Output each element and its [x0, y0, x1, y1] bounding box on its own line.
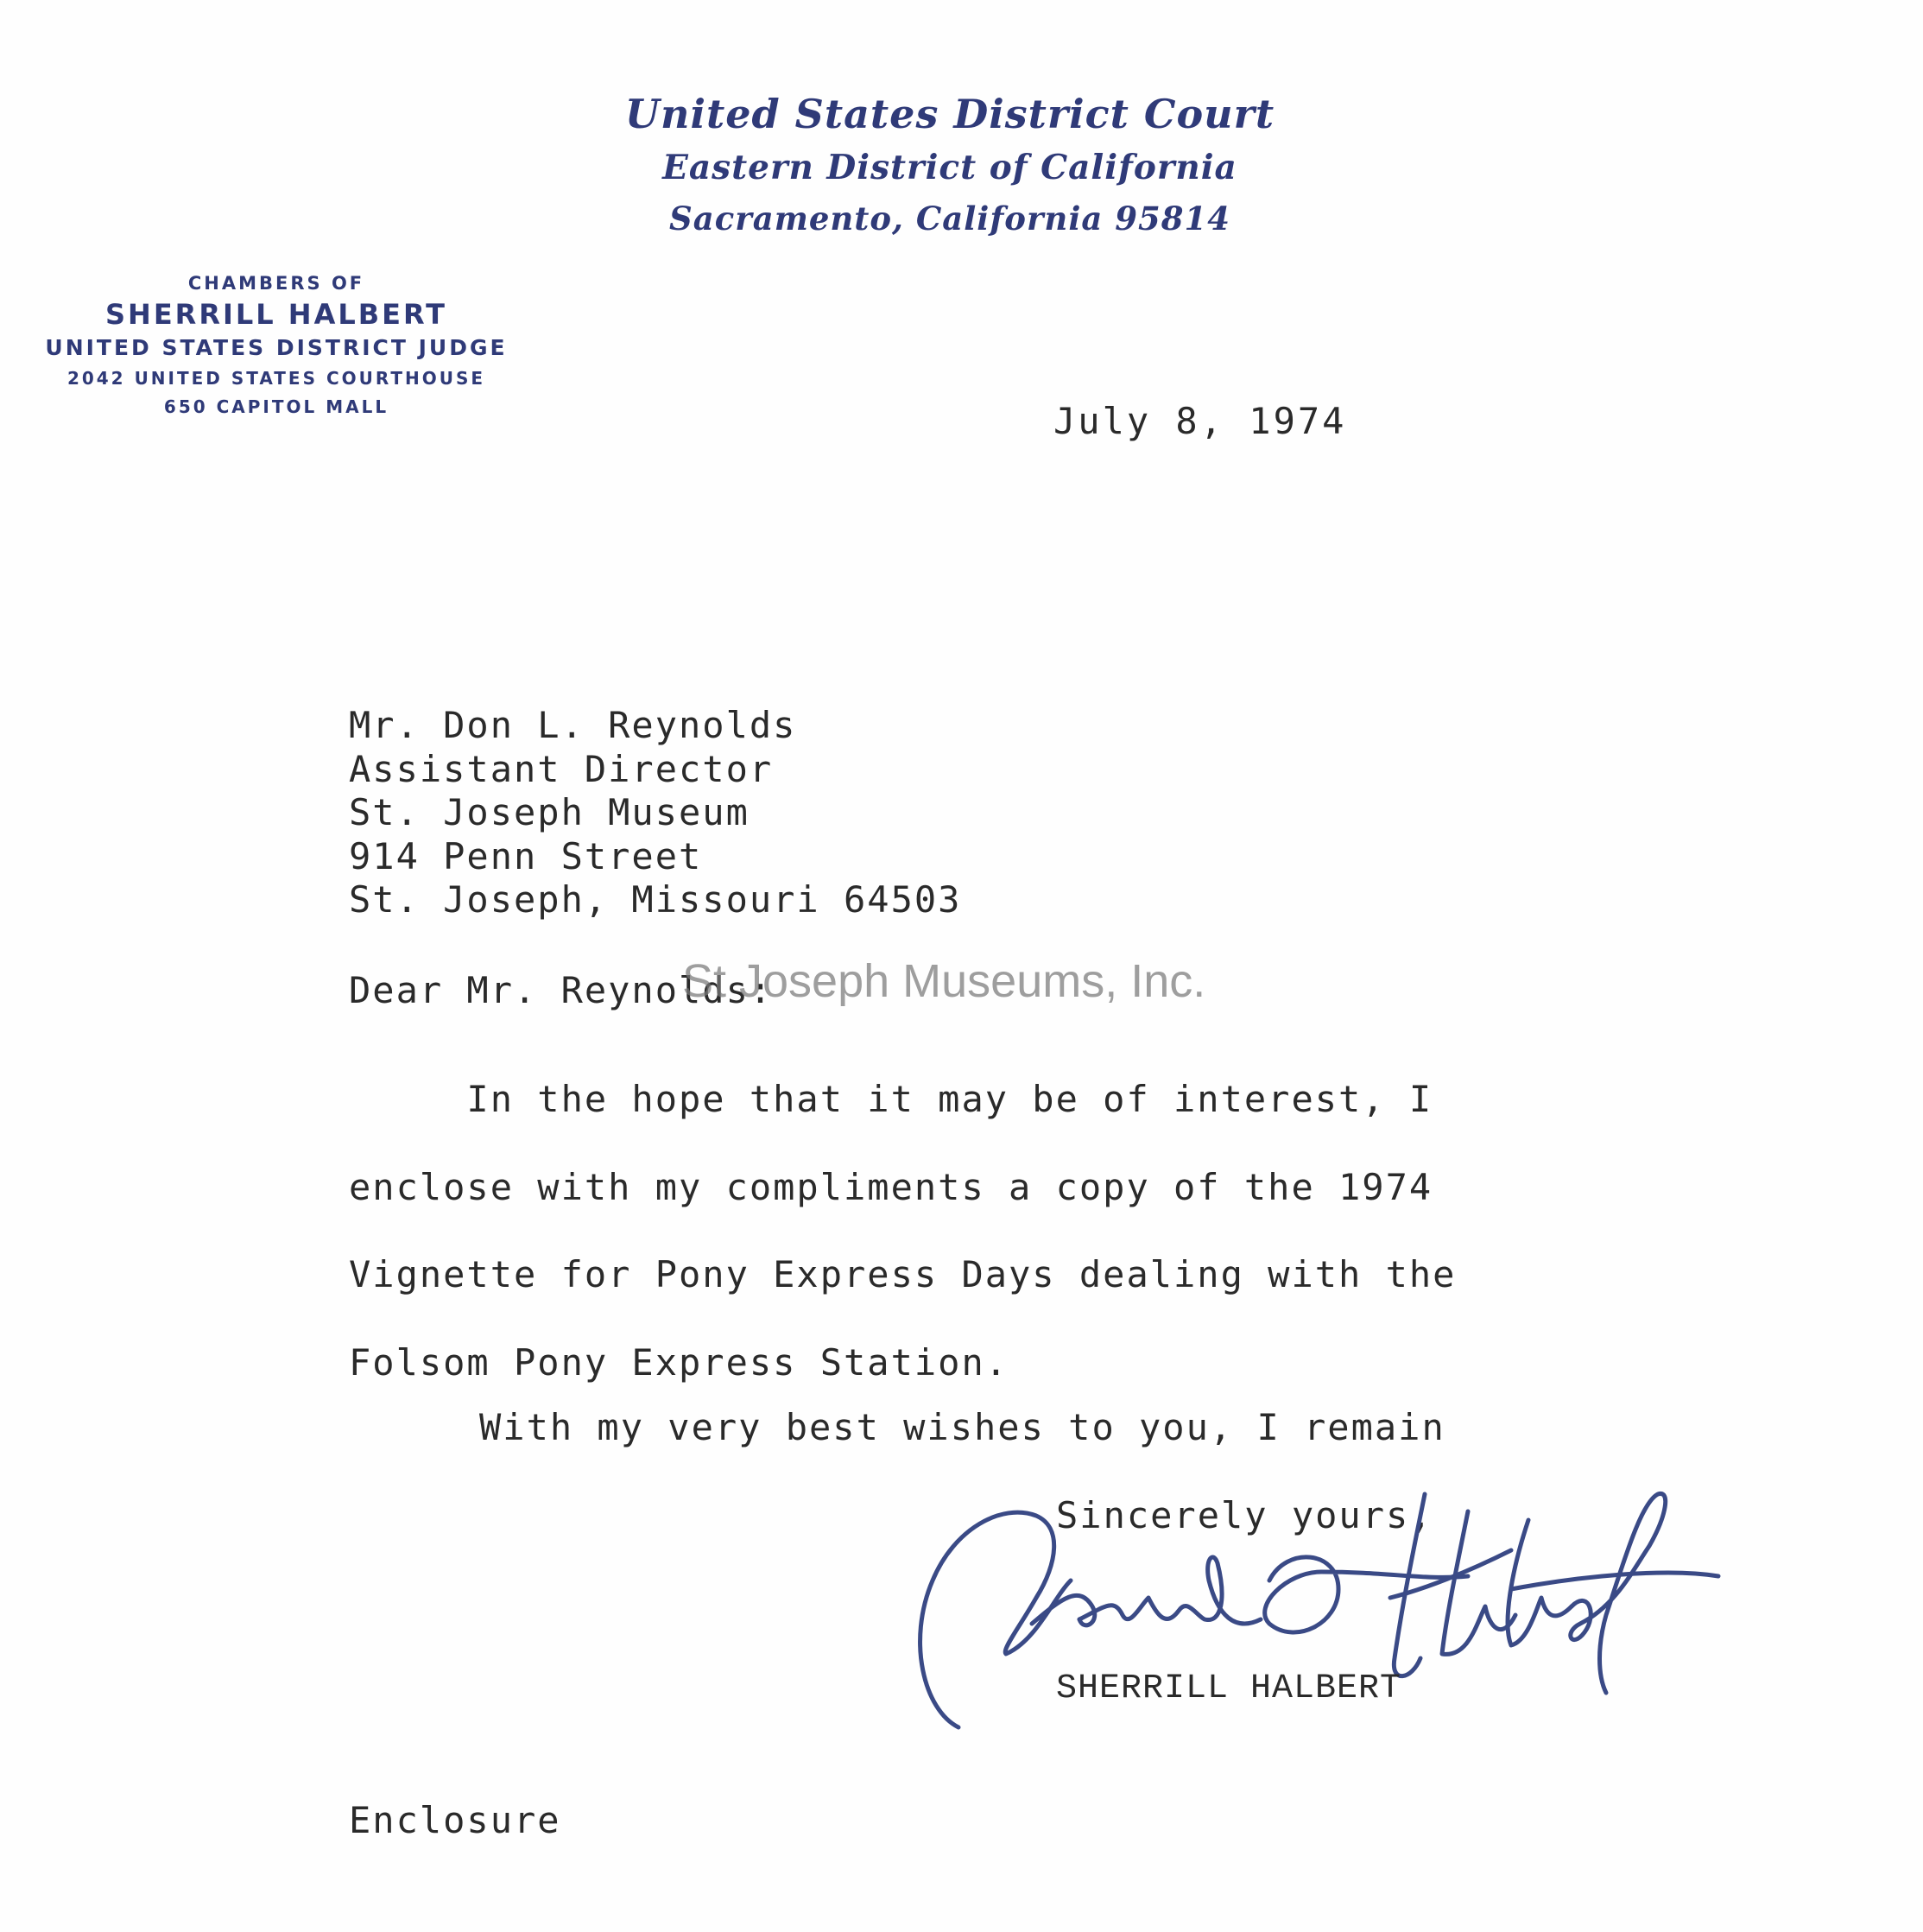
court-name: United States District Court	[624, 91, 1275, 137]
body-line: In the hope that it may be of interest, I	[349, 1078, 1433, 1120]
court-letterhead	[604, 86, 1295, 244]
recipient-street: 914 Penn Street	[349, 834, 703, 877]
enclosure-note: Enclosure	[349, 1799, 561, 1841]
sign-off: Sincerely yours,	[1056, 1494, 1433, 1536]
body-line: Folsom Pony Express Station.	[349, 1340, 1009, 1384]
courthouse-street: 650 CAPITOL MALL	[163, 396, 389, 417]
recipient-title: Assistant Director	[349, 747, 774, 790]
recipient-city: St. Joseph, Missouri 64503	[349, 878, 962, 921]
judge-name: SHERRILL HALBERT	[104, 298, 447, 331]
chambers-block	[17, 269, 535, 421]
recipient-name: Mr. Don L. Reynolds	[349, 704, 797, 746]
judge-title: UNITED STATES DISTRICT JUDGE	[45, 335, 508, 360]
court-district: Eastern District of California	[662, 148, 1237, 187]
recipient-address	[349, 704, 961, 922]
court-address: Sacramento, California 95814	[669, 200, 1230, 238]
salutation: Dear Mr. Reynolds:	[349, 969, 774, 1011]
body-paragraph	[349, 1055, 1456, 1406]
courthouse-room: 2042 UNITED STATES COURTHOUSE	[66, 368, 486, 389]
body-line: enclose with my compliments a copy of the 1974	[349, 1165, 1433, 1208]
recipient-organization: St. Joseph Museum	[349, 791, 750, 833]
body-line: Vignette for Pony Express Days dealing with the	[349, 1253, 1457, 1295]
letter-date: July 8, 1974	[1053, 400, 1347, 442]
closing-line: With my very best wishes to you, I remain	[479, 1406, 1445, 1448]
signer-name: SHERRILL HALBERT	[1056, 1669, 1402, 1708]
chambers-of: CHAMBERS OF	[187, 273, 365, 294]
watermark: St Joseph Museums, Inc.	[682, 955, 1206, 1007]
handwritten-signature	[907, 1468, 1744, 1753]
